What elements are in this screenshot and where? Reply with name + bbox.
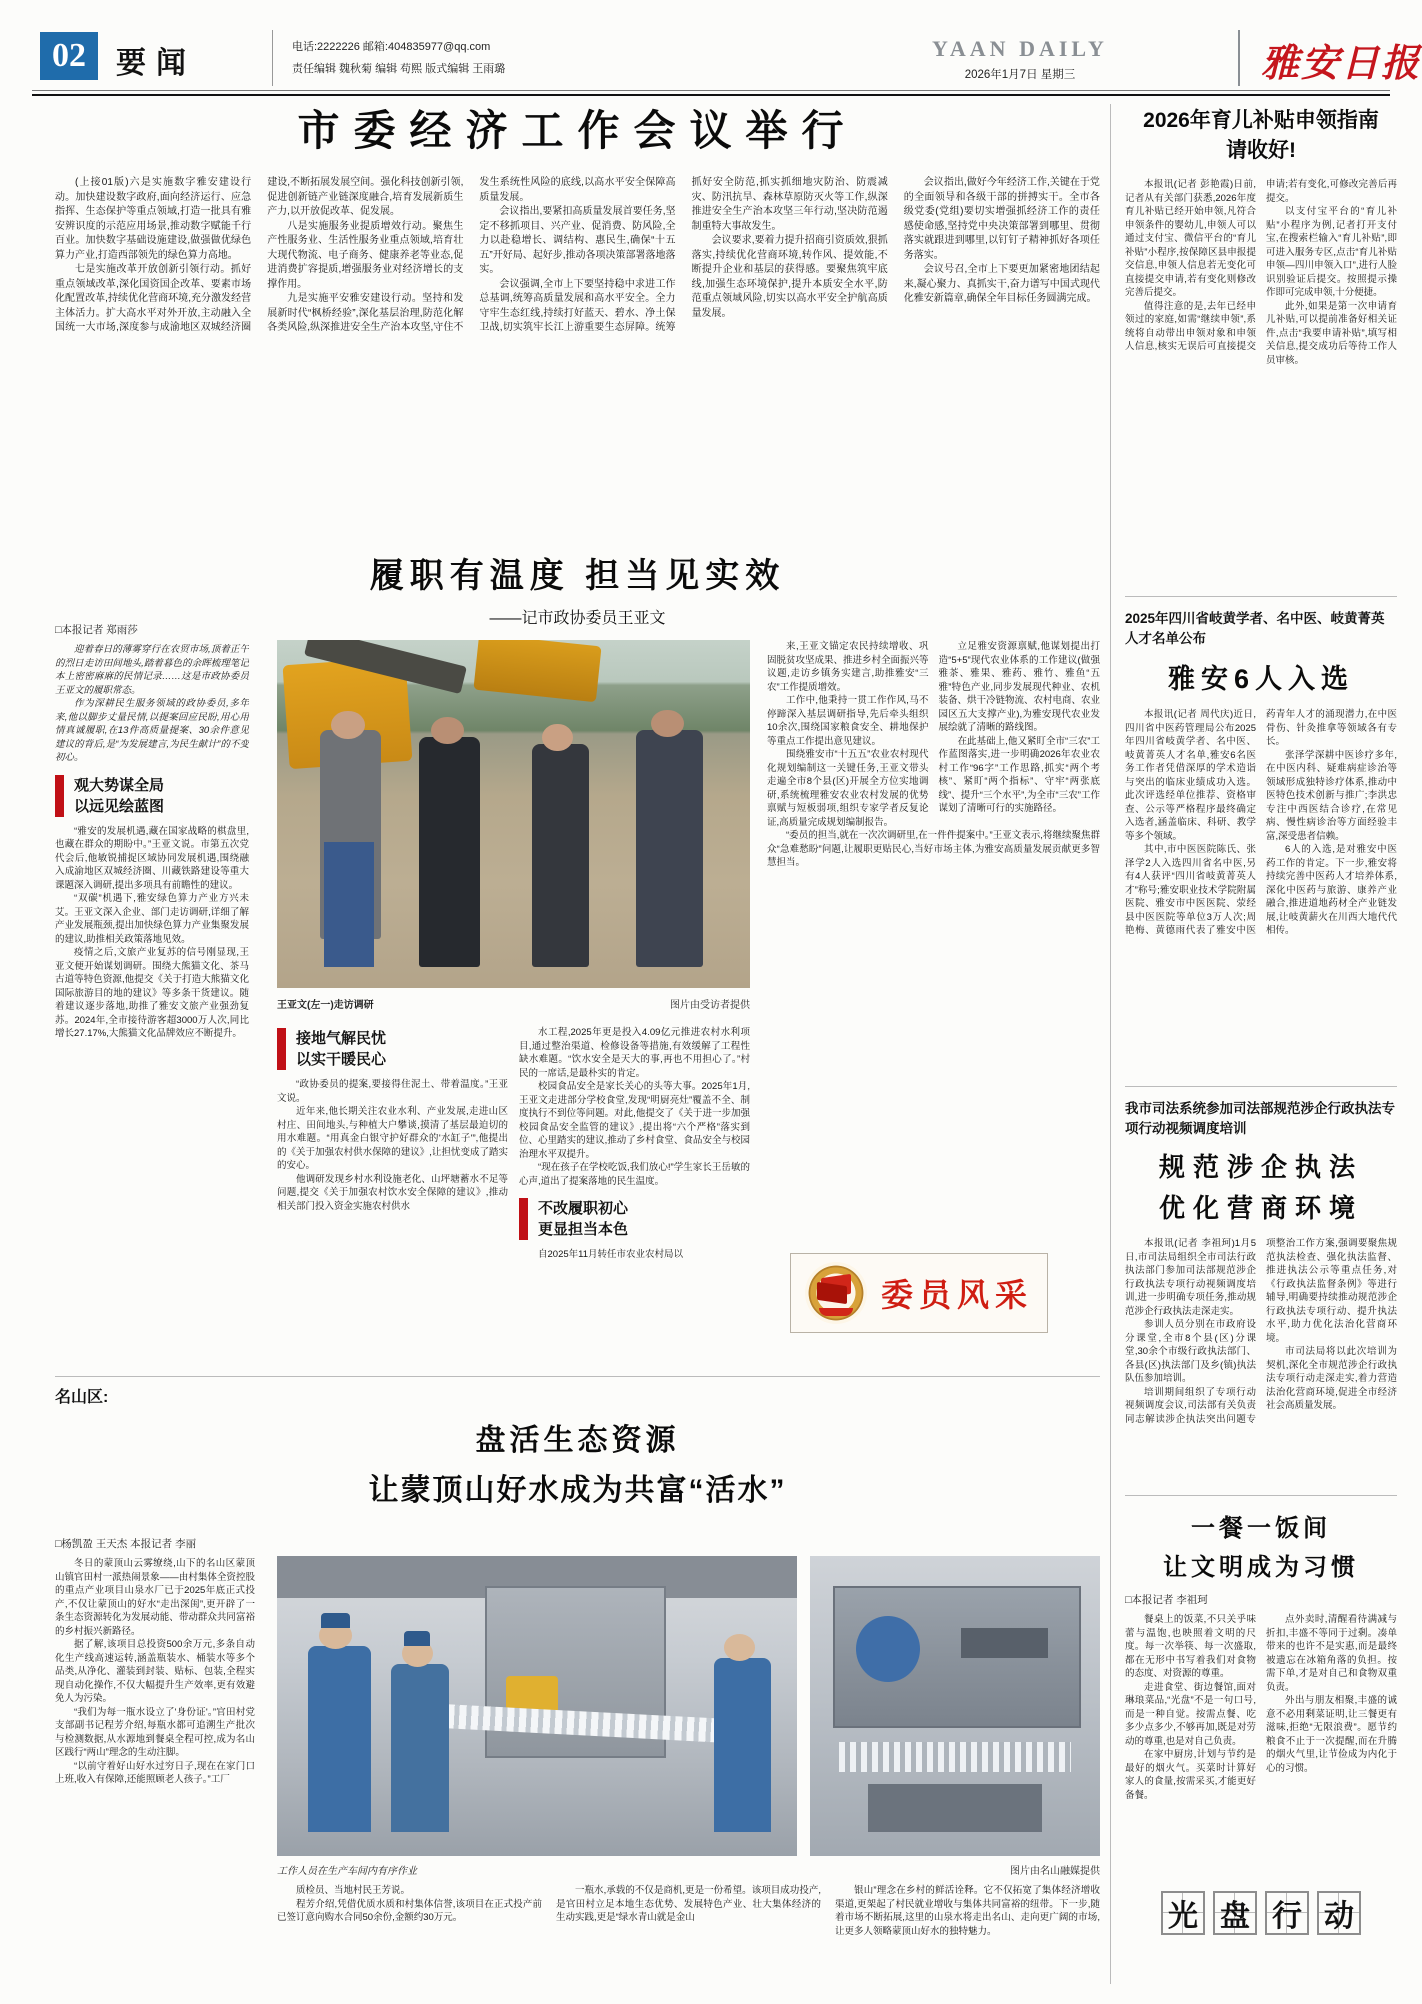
right-column [767, 640, 1100, 1248]
paragraph: 银山”理念在乡村的鲜活诠释。它不仅拓宽了集体经济增收渠道,更架起了村民就业增收与集体共同富裕的纽带。下一步,随着市场不断拓展,这里的山泉水将走出名山、走向更广阔的市场,让更多人领略蒙顶山好水的独特魅力。 [835, 1885, 1100, 1937]
paragraph: 据了解,该项目总投资500余万元,多条自动化生产线高速运转,涵盖瓶装水、桶装水等多个品类,从净化、灌装到封装、贴标、包装,全程实现自动化操作,不仅大幅提升生产效率,更有效避免人为污染。 [55, 1639, 255, 1704]
paragraph: 张泽学深耕中医诊疗多年,在中医内科、疑难病症诊治等领域形成独特诊疗体系,推动中医特色技术创新与推广;李洪忠专注中西医结合诊疗,在常见病、慢性病诊治等方面经验丰富,深受患者信赖。 [1266, 749, 1397, 842]
contact-line: 电话:2222226 邮箱:404835977@qq.com [292, 41, 491, 53]
paragraph: 光 [1161, 1891, 1205, 1935]
subhead-callout [55, 775, 249, 817]
subhead-callout [519, 1198, 750, 1240]
emblem-base [819, 1308, 853, 1316]
paragraph: 以支付宝平台的“育儿补贴”小程序为例,记者打开支付宝,在搜索栏输入“育儿补贴”,即可进入服务专区,点击“育儿补贴申领—四川申领入口”,进行人脸识别验证后提交。按照提示操作即可完成申领,十分便捷。 [1266, 206, 1397, 298]
column-paragraphs [55, 825, 249, 1041]
paragraph: 培训期间组织了专项行动视频调度会议,司法部有关负责同志解读涉企执法突出问题专项整治工作方案,强调要聚焦规范执法检查、强化执法监督、推进执法公示等重点任务,对《行政执法监督条例》等进行辅导,明确要持续推动规范涉企行政执法专项行动、提升执法水平,助力优化法治化营商环境。 [1125, 1238, 1397, 1425]
paragraph: 水工程,2025年更是投入4.09亿元推进农村水利项目,通过整治渠道、检修设备等措施,有效缓解了工程性缺水难题。“饮水安全是天大的事,再也不用担心了。”村民的一席话,是最朴实的肯定。 [519, 1027, 750, 1079]
paragraph: 会议强调,全市上下要坚持稳中求进工作总基调,统筹高质量发展和高水平安全。全力守牢生态红线,持续打好蓝天、碧水、净土保卫战,切实筑牢长江上游重要生态屏障。统筹抓好安全防范,抓实抓细地灾防治、防震减灾、防汛抗旱、森林草原防灭火等工作,纵深推进安全生产治本攻坚三年行动,坚决防范遏制重特大事故发生。 [479, 177, 888, 333]
article-sifa [1125, 1099, 1397, 1485]
column-paragraphs [277, 1078, 508, 1213]
paragraph: 6人的入选,是对雅安中医药工作的肯定。下一步,雅安将持续完善中医药人才培养体系,深化中医药与旅游、康养产业融合,推进道地药材全产业链发展,让岐黄薪火在川西大地代代相传。 [1266, 844, 1397, 936]
article-body [1125, 178, 1397, 586]
article-body [1125, 708, 1397, 1076]
person-head [542, 724, 573, 752]
article-title: 雅安6人入选 [1167, 664, 1355, 694]
page-number: 02 [40, 32, 98, 80]
paragraph: 立足雅安资源禀赋,他谋划提出打造“5+5”现代农业体系的工作建议(做强雅茶、雅果、雅药、雅竹、雅鱼“五雅”特色产业,同步发展现代种业、农机装备、烘干冷链物流、农村电商、农业园区五大支撑产业),为雅安现代农业发展绘就了清晰的路线图。 [938, 641, 1100, 733]
paragraph: 本报讯(记者 周代庆)近日,四川省中医药管理局公布2025年四川省岐黄学者、名中医、岐黄菁英人才名单,雅安6名医务工作者凭借深厚的学术造诣与突出的临床业绩成功入选。此次评选经单位推荐、资格审查、公示等严格程序最终确定入选者,涵盖临床、科研、教学等多个领域。 [1125, 709, 1256, 842]
column-paragraphs [556, 1884, 821, 1925]
paragraph: “我们为每一瓶水设立了'身份证'。”官田村党支部副书记程芳介绍,每瓶水都可追溯生产批次与检测数据,从水源地到餐桌全程可控,成为名山区践行“两山”理念的生动注脚。 [55, 1706, 255, 1758]
paragraph: 在此基础上,他又紧盯全市“三农”工作蓝图落实,进一步明确2026年农业农村工作“96字”工作思路,抓实“两个考核”、紧盯“两个指标”、守牢“两张底线”、提升“三个水平”,为全市“三农”工作谋划了清晰可行的实施路径。 [938, 735, 1100, 814]
cppcc-emblem-icon [805, 1262, 867, 1324]
person-head [431, 717, 464, 745]
article-title-line2: 让蒙顶山好水成为共富“活水” [368, 1474, 787, 1507]
article-title-line1: 2026年育儿补贴申领指南 [1143, 109, 1379, 132]
article-body [1125, 1613, 1397, 1881]
paragraph: 会议指出,做好今年经济工作,关键在于党的全面领导和各级干部的拼搏实干。全市各级党委(党组)要切实增强抓经济工作的责任感使命感,坚持党中央决策部署到哪里、贯彻落实就跟进到哪里,以钉钉子精神抓好各项任务落实。 [903, 177, 1100, 261]
paragraph: 本报讯(记者 李祖珂)1月5日,市司法局组织全市司法行政执法部门参加司法部规范涉企行政执法专项行动视频调度培训,进一步明确专项任务,推动规范涉企行政执法走深走实。 [1125, 1238, 1256, 1317]
paragraph: 值得注意的是,去年已经申领过的家庭,如需“继续申领”,系统将自动带出申领对象和申领人信息,核实无误后可直接提交申请;若有变化,可修改完善后再提交。 [1125, 179, 1397, 352]
section-rule [1125, 1086, 1397, 1087]
column-paragraphs [835, 1884, 1100, 1938]
person-jeans [324, 842, 374, 967]
paragraph: 疫情之后,文旅产业复苏的信号刚显现,王亚文便开始谋划调研。围绕大熊猫文化、茶马古道等特色资源,他提交《关于打造大熊猫文化国际旅游目的地的建议》等多条干货建议。随着建议逐步落地,助推了雅安文旅产业强劲复苏。2024年,全市接待游客超3000万人次,同比增长27.17%,大熊猫文化品牌效应不断提升。 [55, 947, 249, 1039]
column-tail-line: 自2025年11月转任市农业农村局以 [538, 1249, 683, 1260]
photo-field-visit [277, 640, 750, 988]
paragraph: 来,王亚文锚定农民持续增收、巩固脱贫攻坚成果、推进乡村全面振兴等议题,走访乡镇务实建言,助推雅安“三农”工作提质增效。 [767, 641, 929, 693]
article-title-line2: 让文明成为习惯 [1163, 1554, 1359, 1581]
left-column [55, 618, 249, 1368]
article-body [1125, 1237, 1397, 1485]
paragraph: 市司法局将以此次培训为契机,深化全市规范涉企行政执法专项行动走深走实,着力营造法治化营商环境,促进全市经济社会高质量发展。 [1266, 1346, 1397, 1411]
photo-credit: 图片由受访者提供 [670, 1000, 750, 1011]
guangpan-grid [1125, 1891, 1397, 1935]
article-qihuang [1125, 609, 1397, 1076]
right-rail [1125, 106, 1397, 1935]
paragraph: 会议指出,要紧扣高质量发展首要任务,坚定不移抓项目、兴产业、促消费、防风险,全力以赴稳增长、调结构、惠民生,确保“十五五”开好局、起好步,推动各项决策部署落地落实。 [479, 206, 676, 275]
member-style-badge [790, 1253, 1048, 1333]
article-lvzhi [55, 548, 1100, 1370]
article-title-line1: 盘活生态资源 [475, 1424, 680, 1457]
worker-cap [404, 1631, 430, 1646]
subhead-line: 接地气解民忧 [296, 1030, 387, 1047]
header-divider [1238, 30, 1240, 86]
person-head [331, 711, 364, 739]
excavator-right [473, 640, 601, 702]
bottom-column-2 [556, 1884, 821, 1987]
byline: □本报记者 郑雨莎 [55, 624, 138, 636]
paragraph: “以前守着好山好水过穷日子,现在在家门口上班,收入有保障,还能照顾老人孩子。”工厂 [55, 1760, 255, 1785]
paragraph: “现在孩子在学校吃饭,我们放心!”学生家长王岳敏的心声,道出了提案落地的民生温度。 [519, 1162, 750, 1187]
column-paragraphs [519, 1026, 750, 1188]
paragraph: 程芳介绍,凭借优质水质和村集体信誉,该项目在正式投产前已签订意向购水合同50余份,金额约30万元。 [277, 1898, 542, 1923]
header-rule [32, 90, 1390, 96]
worker-blue [714, 1658, 771, 1832]
machine-base [868, 1784, 1042, 1832]
opening-paragraphs [55, 643, 249, 765]
paragraph: 本报讯(记者 彭艳霞)日前,记者从有关部门获悉,2026年度育儿补贴已经开始申领,凡符合申领条件的婴幼儿,申领人可以通过支付宝、微信平台的“育儿补贴”小程序,按保障区县申报提交信息,申领人信息若无变化可直接提交申请,若有变化则修改完善后提交。 [1125, 179, 1256, 298]
subhead-line: 观大势谋全局 [74, 776, 165, 794]
column-divider [1110, 104, 1111, 1984]
byline: □杨凯盈 王天杰 本报记者 李丽 [55, 1538, 197, 1550]
paragraph: 餐桌上的饭菜,不只关乎味蕾与温饱,也映照着文明的尺度。每一次举筷、每一次盛取,都在无形中书写着我们对食物的态度、对资源的尊重。 [1125, 1614, 1256, 1679]
emblem-flag [817, 1282, 847, 1304]
paragraph: (上接01版)六是实施数字雅安建设行动。加快建设数字政府,面向经济运行、应急指挥、生态保护等重点领域,打造一批具有雅安辨识度的示范应用场景,推动数字赋能千行百业。加快数字基础设施建设,做强做优绿色算力产业,打造西部领先的绿色算力高地。 [55, 177, 252, 261]
paragraph: 迎着春日的薄雾穿行在农贸市场,顶着正午的烈日走访田间地头,踏着暮色的余晖梳理笔记本上密密麻麻的民情记录……这是市政协委员王亚文的履职常态。 [55, 644, 249, 696]
article-title-line2: 优化营商环境 [1158, 1193, 1363, 1223]
page-header [40, 30, 1421, 86]
column-paragraphs [55, 1557, 255, 1787]
photo-bottling-plant [277, 1556, 797, 1856]
article-title-line2: 请收好! [1226, 139, 1296, 162]
article-yubu [1125, 106, 1397, 586]
article-economy [55, 98, 1100, 543]
paragraph: 会议要求,要着力提升招商引资质效,狠抓落实,持续优化营商环境,转作风、提效能,不断提升企业和基层的获得感。要聚焦筑牢底线,加强生态环境保护,提升本质安全水平,防范重点领域风险,切实以高水平安全护航高质量发展。 [691, 235, 888, 319]
paragraph: 质检员、当地村民王芳说。 [296, 1885, 411, 1896]
article-title-line1: 规范涉企执法 [1158, 1152, 1363, 1182]
bottom-column-3 [835, 1884, 1100, 1987]
paragraph: 此外,如果是第一次申请育儿补贴,可以提前准备好相关证件,点击“我要申请补贴”,填写相关信息,提交成功后等待工作人员审核。 [1266, 300, 1397, 366]
photo-caption-row [277, 996, 750, 1011]
mid-column-2 [519, 1026, 750, 1368]
contact-block [292, 36, 505, 80]
subhead-line: 不改履职初心 [538, 1200, 629, 1217]
masthead-logo: 雅安日报 [1260, 43, 1421, 85]
person-silhouette [636, 730, 702, 967]
mid-column-1 [277, 1026, 508, 1368]
paragraph: 行 [1265, 1891, 1309, 1935]
bottom-column-1 [277, 1884, 542, 1987]
paragraph: 参训人员分别在市政府设分课堂,全市8个县(区)分课堂,30余个市级行政执法部门、各县(区)执法部门及乡(镇)执法队伍参加培训。 [1125, 1319, 1256, 1384]
left-column [55, 1532, 255, 1987]
badge-label: 委员风采 [881, 1277, 1034, 1313]
column-paragraphs [277, 1884, 542, 1925]
masthead-english: YAAN DAILY [932, 36, 1108, 61]
photo-machinery [810, 1556, 1100, 1856]
photo-caption: 工作人员在生产车间内有序作业 [277, 1866, 417, 1877]
paragraph: 九是实施平安雅安建设行动。坚持和发展新时代“枫桥经验”,深化基层治理,防范化解各类风险,纵深推进安全生产治本攻坚,守住不发生系统性风险的底线,以高水平安全保障高质量发展。 [267, 177, 676, 333]
paragraph: “双碳”机遇下,雅安绿色算力产业方兴未艾。王亚文深入企业、部门走访调研,详细了解产业发展瓶颈,提出加快绿色算力产业集聚发展的建议,助推相关政策落地见效。 [55, 893, 249, 945]
subhead-line: 以实干暖民心 [296, 1051, 387, 1068]
article-body [55, 176, 1100, 548]
paragraph: “政协委员的提案,要接得住泥土、带着温度。”王亚文说。 [277, 1079, 508, 1104]
paragraph: “雅安的发展机遇,藏在国家战略的棋盘里,也藏在群众的期盼中。”王亚文说。市第五次党代会后,他敏锐捕捉区域协同发展机遇,围绕融入成渝地区双城经济圈、川藏铁路建设等重大课题深入调研,提出多项具有前瞻性的建议。 [55, 825, 249, 891]
machine-bar [961, 1628, 1048, 1658]
article-title-line1: 一餐一饭间 [1191, 1515, 1331, 1542]
article-kicker: 2025年四川省岐黄学者、名中医、岐黄菁英人才名单公布 [1125, 611, 1385, 646]
paragraph: 校园食品安全是家长关心的头等大事。2025年1月,王亚文走进部分学校食堂,发现“明厨亮灶”覆盖不全、制度执行不到位等问题。对此,他提交了《关于进一步加强校园食品安全监管的建议》,提出将“六个严格”落实到位、心里踏实的建议,推动了乡村食堂、食品安全与校园治理水平双提升。 [519, 1081, 750, 1160]
paragraph: 作为深耕民生服务领域的政协委员,多年来,他以脚步丈量民情,以提案回应民盼,用心用情真诚履职,在13件高质量提案、30余件意见建议的背后,是“为发展建言,为民生献计”的不变初心。 [55, 698, 249, 763]
subhead-line: 以远见绘蓝图 [74, 797, 165, 815]
paragraph: 七是实施改革开放创新引领行动。抓好重点领域改革,深化国资国企改革、要素市场化配置改革,持续优化营商环境,充分激发经营主体活力。扩大高水平对外开放,主动融入全国统一大市场,深度参与成渝地区双城经济圈建设,不断拓展发展空间。强化科技创新引领,促进创新链产业链深度融合,培育发展新质生产力,以开放促改革、促发展。 [55, 177, 464, 333]
paragraph: 他调研发现乡村水利设施老化、山坪塘蓄水不足等问题,提交《关于加强农村饮水安全保障的建议》,推动相关部门投入资金实施农村供水 [277, 1173, 508, 1212]
red-bar [277, 1028, 286, 1070]
section-rule [55, 1376, 1100, 1377]
paragraph: “委员的担当,就在一次次调研里,在一件件提案中。”王亚文表示,将继续聚焦群众“急难愁盼”问题,让履职更贴民心,当好市场主体,为雅安高质量发展贡献更多智慧担当。 [767, 830, 1100, 868]
section-rule [1125, 596, 1397, 597]
bottle-row [839, 1742, 1071, 1772]
article-title: 履职有温度 担当见实效 [369, 557, 786, 595]
paragraph: 走进食堂、街边餐馆,面对琳琅菜品,“光盘”不是一句口号,而是一种自觉。按需点餐、吃多少点多少,不够再加,既是对劳动的尊重,也是对自己负责。 [1125, 1681, 1256, 1747]
photo-caption: 王亚文(左一)走访调研 [277, 1000, 374, 1011]
person-silhouette [419, 737, 480, 967]
person-silhouette [532, 744, 589, 967]
article-subtitle: ——记市政协委员王亚文 [489, 610, 666, 627]
article-title: 市委经济工作会议举行 [297, 107, 858, 154]
paragraph: 在家中厨房,计划与节约是最好的烟火气。买菜时计算好家人的食量,按需采买,才能更好备餐。 [1125, 1749, 1256, 1801]
machine-dial [856, 1616, 920, 1682]
section-rule [1125, 1495, 1397, 1496]
paragraph: 八是实施服务业提质增效行动。聚焦生产性服务业、生活性服务业重点领域,培育壮大现代物流、电子商务、健康养老等业态,促进消费扩容提质,增强服务业对经济增长的支撑作用。 [267, 220, 464, 290]
worker-blue [308, 1646, 370, 1832]
article-kicker: 我市司法系统参加司法部规范涉企行政执法专项行动视频调度培训 [1125, 1101, 1395, 1136]
header-divider [272, 30, 273, 86]
red-bar [55, 775, 64, 817]
photo-credit: 图片由名山融媒提供 [1010, 1866, 1100, 1877]
byline: □本报记者 李祖珂 [1125, 1594, 1208, 1606]
paragraph: 点外卖时,清醒看待满减与折扣,丰盛不等同于过剩。凑单带来的也许不是实惠,而是最终被遗忘在冰箱角落的负担。按需下单,才是对自己和食物双重负责。 [1266, 1614, 1397, 1693]
subhead-callout [277, 1028, 508, 1070]
subhead-line: 更显担当本色 [538, 1221, 629, 1238]
paragraph: 一瓶水,承载的不仅是商机,更是一份希望。该项目成功投产,是官田村立足本地生态优势、发展特色产业、壮大集体经济的生动实践,更是“绿水青山就是金山 [556, 1885, 821, 1923]
worker-cap [321, 1613, 350, 1628]
worker-blue [391, 1664, 448, 1832]
paragraph: 会议号召,全市上下要更加紧密地团结起来,凝心聚力、真抓实干,奋力谱写中国式现代化雅安新篇章,确保全年目标任务圆满完成。 [903, 264, 1100, 304]
article-mingshan [55, 1384, 1100, 1996]
section-title: 要闻 [116, 47, 196, 80]
column-paragraphs [767, 640, 1100, 829]
paragraph: 围绕雅安市“十五五”农业农村现代化规划编制这一关键任务,王亚文带头走遍全市8个县(区)开展全方位实地调研,系统梳理雅安农业农村发展的优势禀赋与短板弱项,组织专家学者反复论证,高质量完成规划编制报告。 [767, 749, 929, 828]
publication-date: 2026年1月7日 星期三 [964, 69, 1076, 81]
article-yican [1125, 1508, 1397, 1935]
editors-line: 责任编辑 魏秋菊 编辑 苟熙 版式编辑 王雨璐 [292, 63, 506, 75]
paragraph: 工作中,他秉持一贯工作作风,马不停蹄深入基层调研指导,先后牵头组织10余次,围绕国家粮食安全、耕地保护等重点工作提出意见建议。 [767, 695, 929, 747]
photo-caption-row [277, 1862, 1100, 1877]
paragraph: 冬日的蒙顶山云雾缭绕,山下的名山区蒙顶山镇官田村一派热闹景象——由村集体全资控股的重点产业项目山泉水厂已于2025年底正式投产,不仅让蒙顶山的好水“走出深闺”,更开辟了一条生态资源转化为发展动能、带动群众共同富裕的乡村振兴新路径。 [55, 1558, 255, 1637]
paragraph: 近年来,他长期关注农业水利、产业发展,走进山区村庄、田间地头,与种植大户攀谈,摸清了基层最迫切的用水难题。“用真金白银守护好群众的'水缸子'”,他提出的《关于加强农村供水保障的建议》,让担忧变成了踏实的安心。 [277, 1106, 508, 1171]
person-head [651, 710, 684, 738]
paragraph: 动 [1317, 1891, 1361, 1935]
article-kicker: 名山区: [55, 1389, 109, 1406]
paragraph: 其中,市中医医院陈氏、张泽学2人入选四川省名中医,另有4人获评“四川省岐黄菁英人才”称号;雅安职业技术学院附属医院、雅安市中医医院、荥经县中医医院等单位3万人次;周艳梅、黄德雨代表了雅安中医药青年人才的涌现潜力,在中医骨伤、针灸推拿等领域各有专长。 [1125, 709, 1397, 936]
column-paragraphs [767, 829, 1100, 870]
worker-head [724, 1634, 755, 1661]
red-bar [519, 1198, 528, 1240]
paragraph: 外出与朋友相聚,丰盛的诚意不必用剩菜证明,让三餐更有滋味,拒绝“无限浪费”。愿节约粮食不止于一次提醒,而在升腾的烟火气里,让节俭成为内化于心的习惯。 [1266, 1695, 1397, 1774]
paragraph: 盘 [1213, 1891, 1257, 1935]
